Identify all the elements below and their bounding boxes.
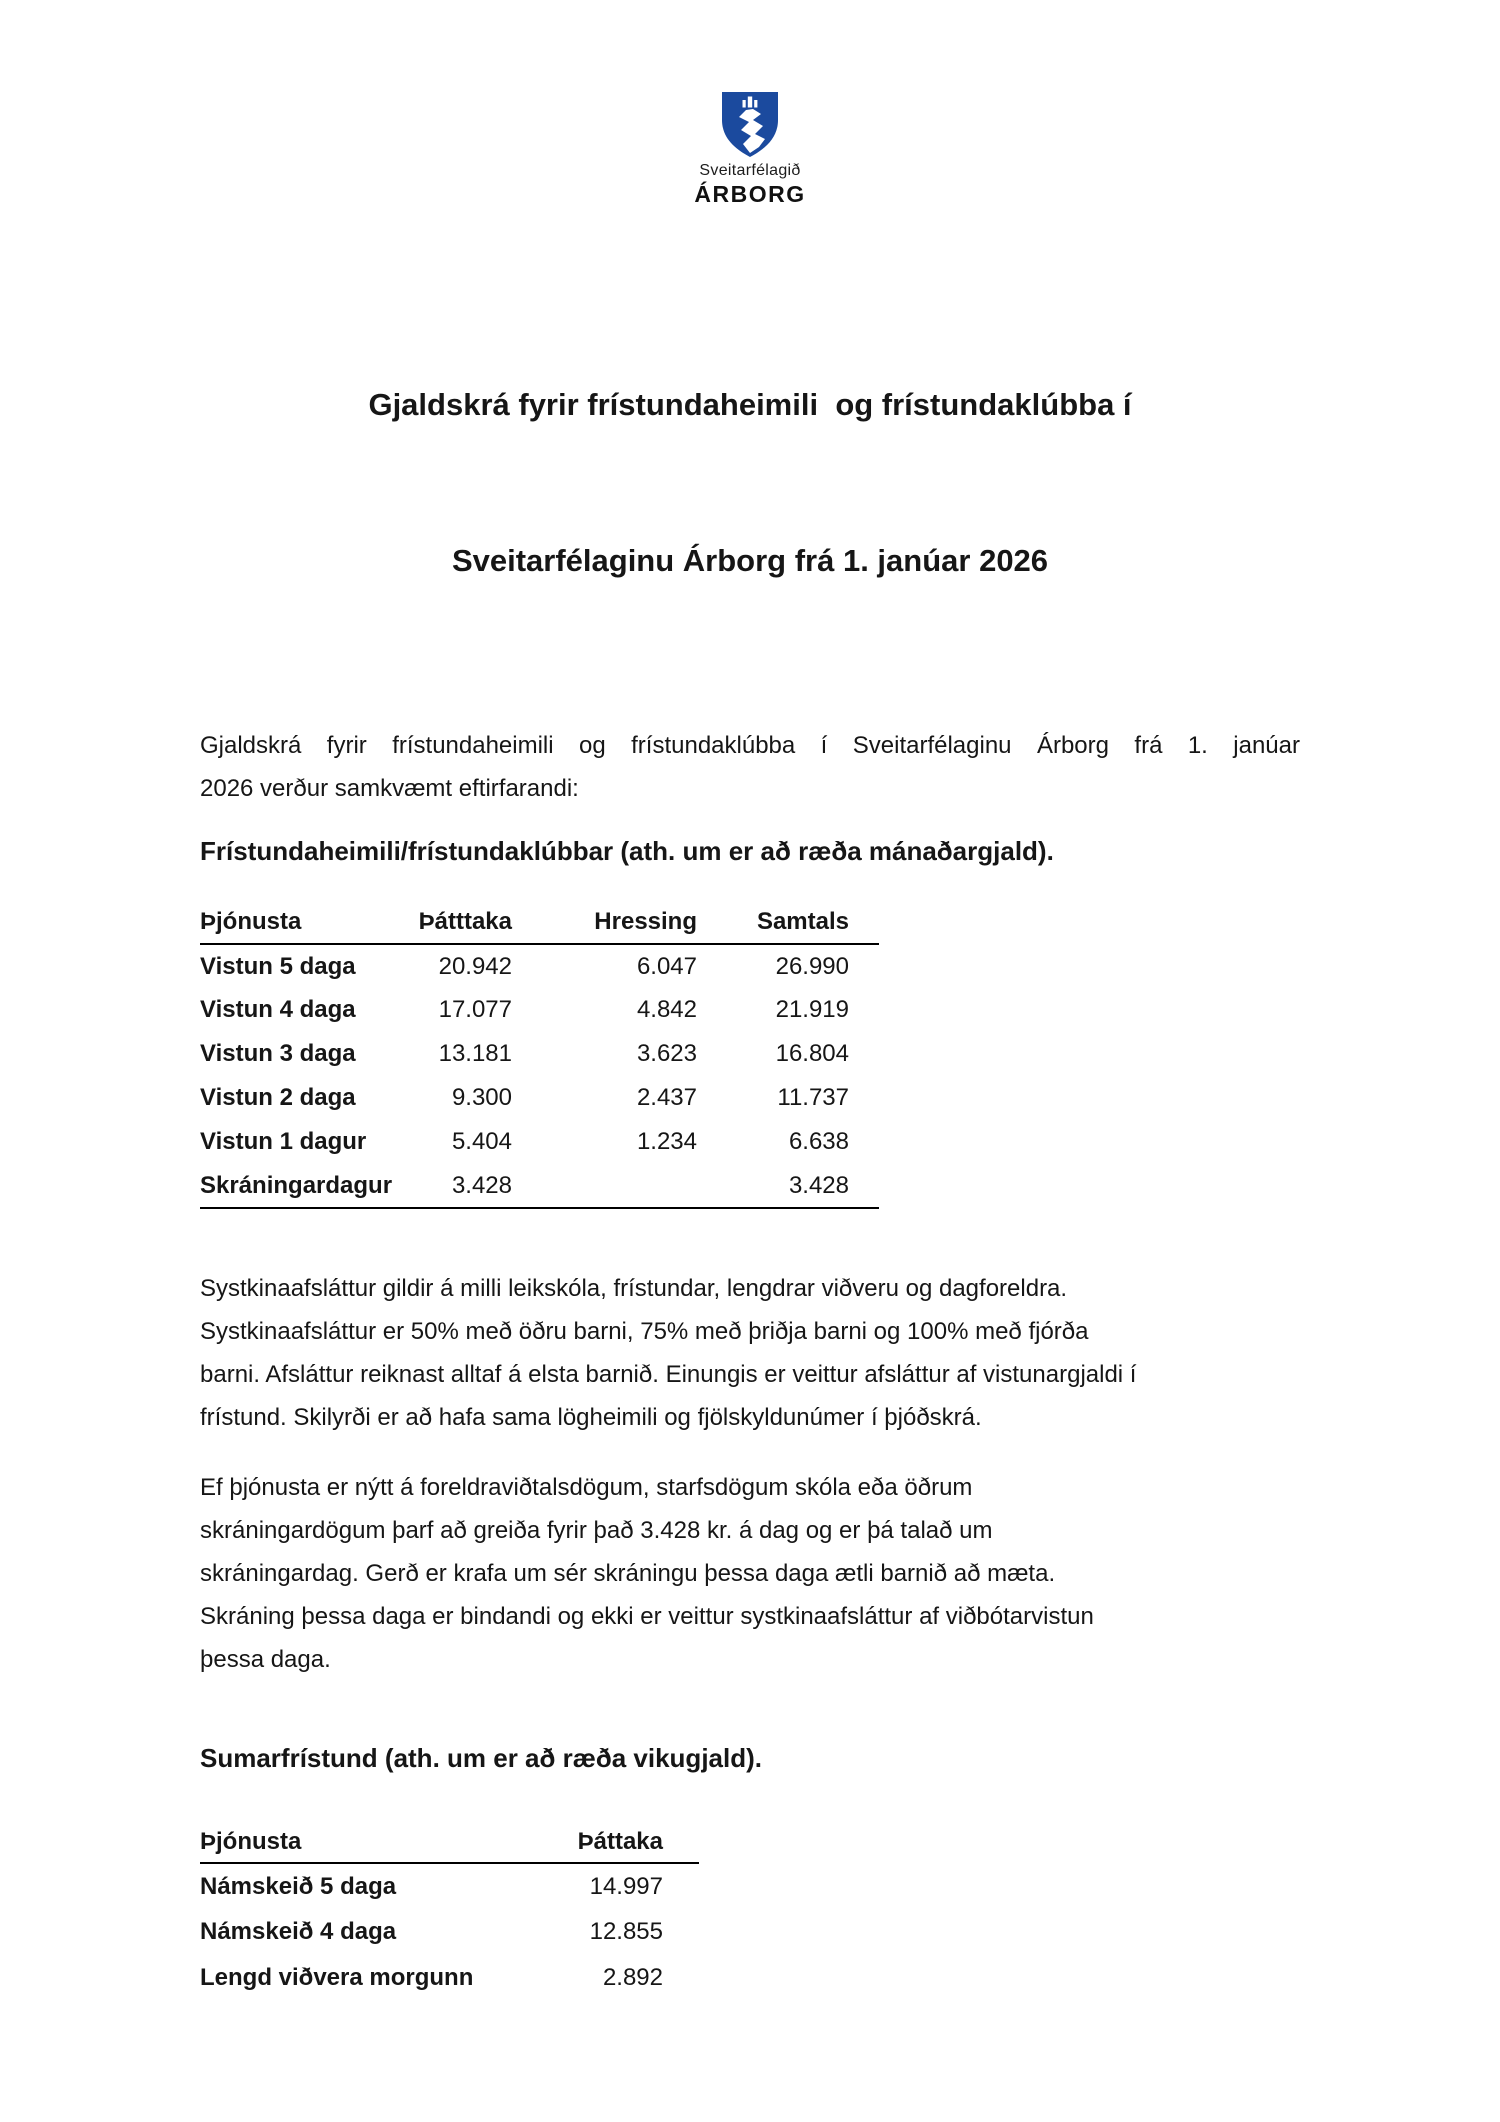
total-cell: 6.638 [788, 1128, 849, 1155]
table-row [200, 1076, 879, 1120]
table-row [200, 988, 879, 1032]
document-title [200, 275, 1300, 691]
arborg-shield-icon [719, 90, 781, 158]
service-cell: Skráningardagur [200, 1164, 397, 1208]
table-row [200, 1032, 879, 1076]
shield-pillar-left [743, 100, 746, 108]
paragraph-line: Systkinaafsláttur gildir á milli leikskóla, frístundar, lengdrar viðveru og dagforeldra. [200, 1275, 1068, 1302]
participation-cell: 9.300 [451, 1084, 512, 1111]
registration-day-paragraph [200, 1466, 1300, 1681]
document-title-line1: Gjaldskrá fyrir frístundaheimili og frístundaklúbba í [368, 387, 1132, 422]
refreshment-cell: 2.437 [636, 1084, 697, 1111]
service-cell: Vistun 5 daga [200, 952, 356, 980]
total-cell: 16.804 [775, 1040, 849, 1067]
org-name-small: Sveitarfélagið [699, 162, 801, 179]
paragraph-line: skráningardag. Gerð er krafa um sér skráningu þessa daga ætli barnið að mæta. [200, 1560, 1056, 1587]
paragraph-line: Ef þjónusta er nýtt á foreldraviðtalsdögum, starfsdögum skóla eða öðrum [200, 1474, 973, 1501]
refreshment-cell: 6.047 [636, 952, 697, 980]
document-title-line2: Sveitarfélaginu Árborg frá 1. janúar 2026 [451, 543, 1049, 578]
municipality-logo [200, 0, 1300, 207]
paragraph-line: þessa daga. [200, 1646, 331, 1673]
header-service: Þjónusta [200, 900, 397, 944]
service-cell: Vistun 3 daga [200, 1040, 356, 1067]
org-name-big: ÁRBORG [694, 181, 806, 207]
total-cell: 3.428 [697, 1164, 879, 1208]
participation-cell: 3.428 [397, 1164, 512, 1208]
intro-line2: 2026 verður samkvæmt eftirfarandi: [200, 775, 579, 802]
participation-cell: 5.404 [451, 1128, 512, 1155]
shield-pillar-center [748, 97, 752, 108]
paragraph-line: frístund. Skilyrði er að hafa sama lögheimili og fjölskyldunúmer í þjóðskrá. [200, 1404, 982, 1431]
participation-cell: 17.077 [438, 996, 512, 1023]
service-cell: Lengd viðvera morgunn [200, 1964, 474, 1991]
summer-fees-table [200, 1821, 699, 2001]
header-participation: Þátttaka [397, 900, 512, 944]
section1-heading: Frístundaheimili/frístundaklúbbar (ath. um er að ræða mánaðargjald). [200, 836, 1054, 866]
service-cell: Námskeið 4 daga [200, 1918, 397, 1945]
refreshment-cell: 4.842 [636, 996, 697, 1023]
table-row [200, 1863, 699, 1909]
paragraph-line: Skráning þessa daga er bindandi og ekki er veittur systkinaafsláttur af viðbótarvistun [200, 1603, 1094, 1630]
header-participation: Þáttaka [482, 1821, 699, 1863]
header-refreshment: Hressing [512, 900, 697, 944]
sibling-discount-paragraph [200, 1267, 1300, 1439]
refreshment-cell [512, 1164, 697, 1208]
participation-cell: 20.942 [438, 952, 512, 980]
header-total: Samtals [697, 900, 879, 944]
shield-pillar-right [754, 100, 757, 108]
paragraph-line: Systkinaafsláttur er 50% með öðru barni, 75% með þriðja barni og 100% með fjórða [200, 1318, 1089, 1345]
paragraph-line: skráningardögum þarf að greiða fyrir það 3.428 kr. á dag og er þá talað um [200, 1517, 993, 1544]
refreshment-cell: 1.234 [636, 1128, 697, 1155]
table-header-row [200, 900, 879, 944]
table-row [200, 1164, 879, 1208]
service-cell: Námskeið 5 daga [200, 1872, 397, 1900]
participation-cell: 12.855 [589, 1918, 663, 1945]
table-row [200, 1955, 699, 2001]
paragraph-line: barni. Afsláttur reiknast alltaf á elsta barnið. Einungis er veittur afsláttur af vistunargjaldi í [200, 1361, 1137, 1388]
monthly-fees-table [200, 900, 879, 1209]
participation-cell: 14.997 [589, 1872, 663, 1900]
service-cell: Vistun 2 daga [200, 1084, 356, 1111]
section2-heading: Sumarfrístund (ath. um er að ræða vikugjald). [200, 1743, 762, 1773]
participation-cell: 13.181 [438, 1040, 512, 1067]
header-service: Þjónusta [200, 1821, 482, 1863]
total-cell: 26.990 [775, 952, 849, 980]
refreshment-cell: 3.623 [636, 1040, 697, 1067]
table-header-row [200, 1821, 699, 1863]
service-cell: Vistun 4 daga [200, 996, 356, 1023]
total-cell: 11.737 [777, 1084, 849, 1111]
table-row [200, 1120, 879, 1164]
table-row [200, 944, 879, 988]
service-cell: Vistun 1 dagur [200, 1128, 367, 1155]
intro-paragraph [200, 724, 1300, 810]
intro-line1: Gjaldskrá fyrir frístundaheimili og frístundaklúbba í Sveitarfélaginu Árborg frá 1. janúar [200, 732, 1300, 759]
total-cell: 21.919 [775, 996, 849, 1023]
table-row [200, 1909, 699, 1955]
participation-cell: 2.892 [602, 1964, 663, 1991]
